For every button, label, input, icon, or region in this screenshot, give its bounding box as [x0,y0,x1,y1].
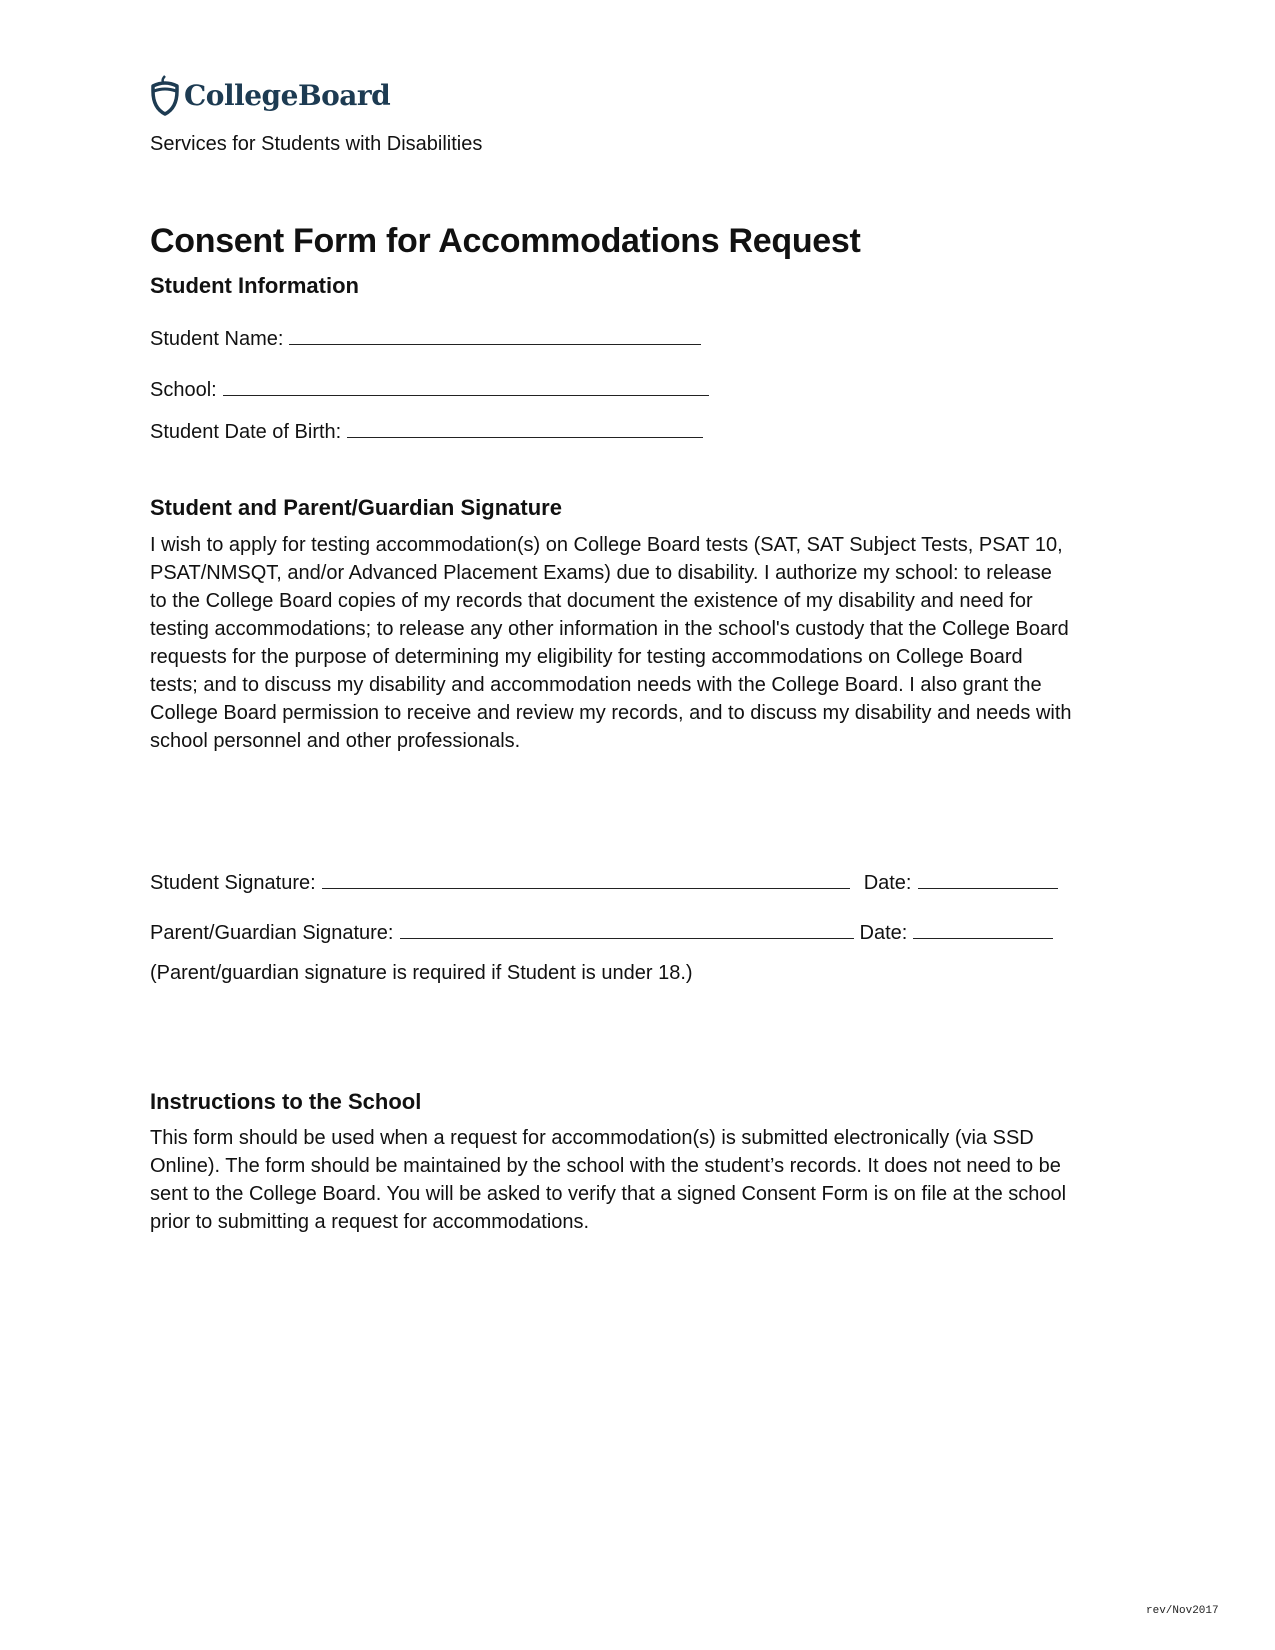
revision-label: rev/Nov2017 [1146,1605,1219,1617]
student-signature-input[interactable] [322,870,850,889]
student-signature-row [150,870,1058,895]
paragraph-line: I wish to apply for testing accommodation(s) on College Board tests (SAT, SAT Subject Tests, PSAT 10, [150,534,1063,556]
school-input[interactable] [223,377,709,396]
parent-date-input[interactable] [913,920,1053,939]
paragraph-line: school personnel and other professionals. [150,730,521,752]
parent-date-field[interactable] [860,920,1054,945]
paragraph-line: to the College Board copies of my records that document the existence of my disability and need for [150,590,1033,612]
student-name-field[interactable] [150,326,701,351]
paragraph-line: requests for the purpose of determining my eligibility for testing accommodations on College Board [150,646,1023,668]
department-subtitle: Services for Students with Disabilities [150,133,483,155]
college-board-logo [150,74,390,116]
paragraph-line: testing accommodations; to release any other information in the school's custody that the College Board [150,618,1069,640]
student-date-input[interactable] [918,870,1058,889]
student-information-heading: Student Information [150,273,359,298]
paragraph-line: tests; and to discuss my disability and accommodation needs with the College Board. I also grant the [150,674,1042,696]
student-name-input[interactable] [289,326,701,345]
student-signature-label: Student Signature: [150,872,316,894]
date-of-birth-input[interactable] [347,419,703,438]
parent-signature-input[interactable] [400,920,854,939]
guardian-requirement-note: (Parent/guardian signature is required if Student is under 18.) [150,962,693,984]
parent-signature-row [150,920,1053,945]
parent-signature-label: Parent/Guardian Signature: [150,922,394,944]
signature-section-heading: Student and Parent/Guardian Signature [150,495,562,520]
parent-date-label: Date: [859,922,908,944]
date-of-birth-field[interactable] [150,419,703,444]
paragraph-line: This form should be used when a request for accommodation(s) is submitted electronically (via SSD [150,1127,1034,1149]
paragraph-line: sent to the College Board. You will be asked to verify that a signed Consent Form is on file at the school [150,1183,1067,1205]
school-field[interactable] [150,377,709,402]
instructions-paragraph [150,1124,1130,1236]
paragraph-line: prior to submitting a request for accommodations. [150,1211,590,1233]
logo-text: CollegeBoard [184,78,391,112]
paragraph-line: PSAT/NMSQT, and/or Advanced Placement Exams) due to disability. I authorize my school: to release [150,562,1052,584]
paragraph-line: College Board permission to receive and review my records, and to discuss my disability and needs with [150,702,1072,724]
paragraph-line: Online). The form should be maintained by the school with the student’s records. It does not need to be [150,1155,1061,1177]
instructions-heading: Instructions to the School [150,1089,422,1114]
consent-paragraph [150,531,1130,755]
student-date-label: Date: [863,872,912,894]
student-name-label: Student Name: [150,328,284,350]
acorn-icon [150,74,180,116]
date-of-birth-label: Student Date of Birth: [150,421,342,443]
school-label: School: [150,379,217,401]
page-title: Consent Form for Accommodations Request [150,222,861,260]
student-date-field[interactable] [864,870,1058,895]
